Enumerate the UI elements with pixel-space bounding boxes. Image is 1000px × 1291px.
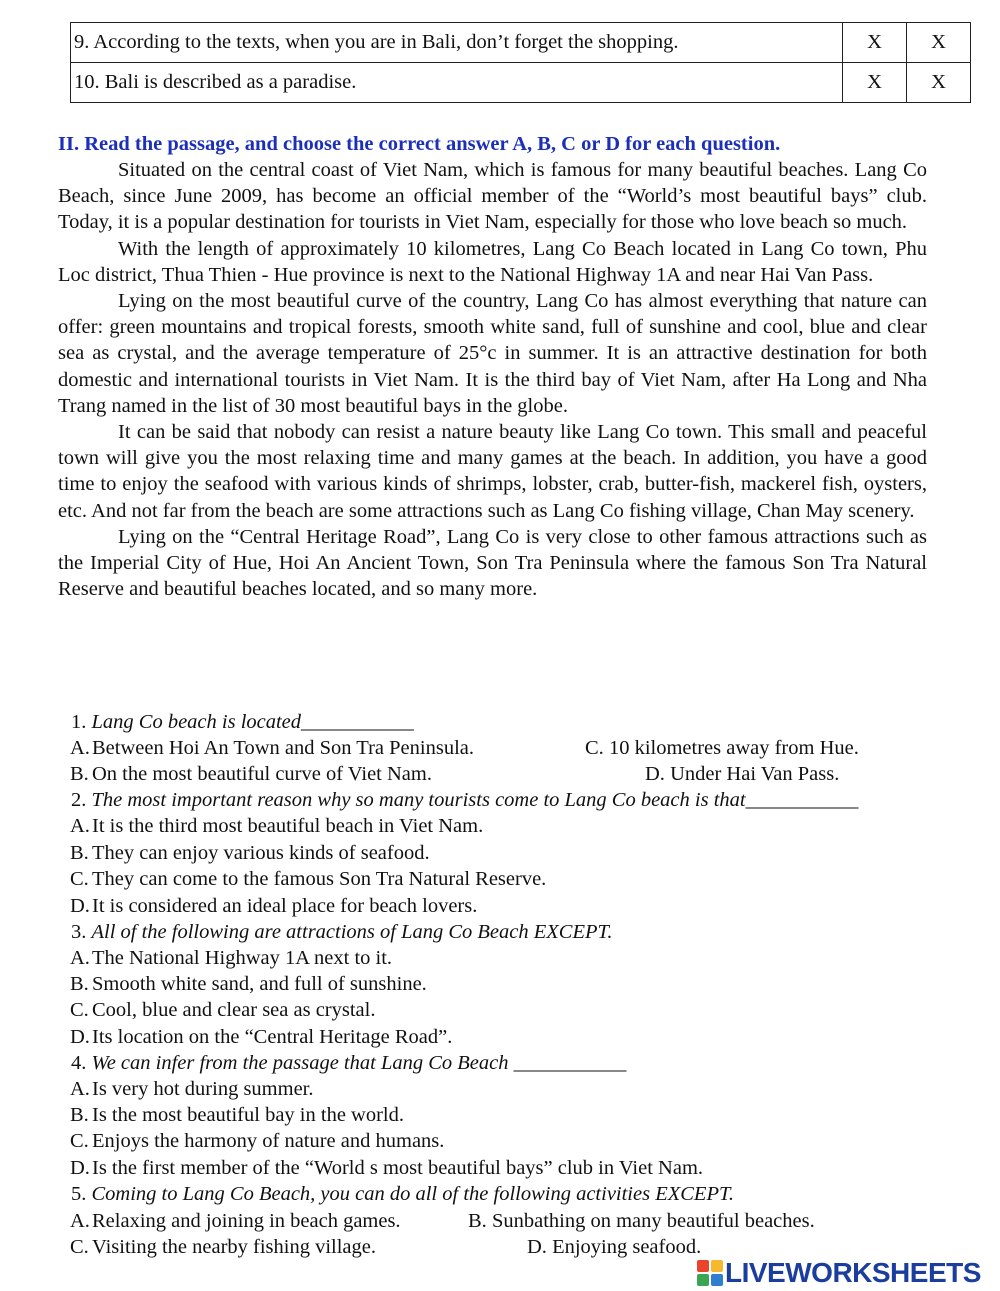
answer-option[interactable] bbox=[468, 1211, 815, 1232]
option-text: Visiting the nearby fishing village. bbox=[92, 1236, 377, 1258]
option-letter: A. bbox=[70, 1210, 90, 1232]
option-text: Under Hai Van Pass. bbox=[670, 763, 840, 785]
passage-paragraph: It can be said that nobody can resist a nature beauty like Lang Co town. This small and peaceful town will give you the most relaxing time and many games at the beach. In addition, you have a good time to enjoy the seafood with various kinds of shrimps, lobster, crab, butter-fish, mackerel fish, oysters, etc. And not far from the beach are some attractions such as Lang Co fishing village, Chan May scenery. bbox=[58, 421, 927, 522]
option-text: Cool, blue and clear sea as crystal. bbox=[92, 999, 376, 1021]
option-text: Enjoying seafood. bbox=[552, 1236, 702, 1258]
answer-option[interactable] bbox=[527, 1237, 701, 1258]
option-letter: D. bbox=[70, 1157, 90, 1179]
option-letter: A. bbox=[70, 815, 90, 837]
table-mark[interactable]: X bbox=[843, 23, 907, 63]
option-text: Its location on the “Central Heritage Road”. bbox=[92, 1026, 453, 1048]
section-heading: II. Read the passage, and choose the correct answer A, B, C or D for each question. bbox=[58, 133, 781, 155]
option-text: They can enjoy various kinds of seafood. bbox=[92, 842, 430, 864]
logo-text: LIVEWORKSHEETS bbox=[725, 1257, 981, 1288]
option-letter: C. bbox=[70, 1236, 89, 1258]
question-number: 4. bbox=[71, 1052, 87, 1074]
option-letter: B. bbox=[70, 763, 89, 785]
logo-square bbox=[697, 1260, 709, 1272]
question-text: The most important reason why so many tourists come to Lang Co beach is that___________ bbox=[91, 789, 859, 811]
question-text: Lang Co beach is located___________ bbox=[91, 711, 414, 733]
question-number: 2. bbox=[71, 789, 87, 811]
option-letter: A. bbox=[70, 737, 90, 759]
option-letter: D. bbox=[70, 895, 90, 917]
option-letter: B. bbox=[70, 842, 89, 864]
table-mark[interactable]: X bbox=[907, 23, 971, 63]
answer-option[interactable] bbox=[645, 764, 839, 785]
option-letter: B. bbox=[70, 973, 89, 995]
option-text: Is very hot during summer. bbox=[92, 1078, 314, 1100]
table-statement: 10. Bali is described as a paradise. bbox=[71, 63, 843, 103]
option-letter: C. bbox=[585, 737, 604, 759]
option-text: It is considered an ideal place for beach lovers. bbox=[92, 895, 478, 917]
option-text: Relaxing and joining in beach games. bbox=[92, 1210, 401, 1232]
passage-paragraph: Lying on the most beautiful curve of the country, Lang Co has almost everything that nature can offer: green mountains and tropical forests, smooth white sand, full of sunshine and cool, blue and clear sea as crystal, and the average temperature of 25°c in summer. It is an attractive destination for both domestic and international tourists in Viet Nam. It is the third bay of Viet Nam, after Ha Long and Nha Trang named in the list of 30 most beautiful bays in the globe. bbox=[58, 290, 927, 417]
option-text: Between Hoi An Town and Son Tra Peninsula. bbox=[92, 737, 474, 759]
answer-option[interactable] bbox=[70, 1158, 703, 1179]
answer-option[interactable] bbox=[70, 1105, 404, 1126]
option-text: On the most beautiful curve of Viet Nam. bbox=[92, 763, 432, 785]
question-number: 1. bbox=[71, 711, 87, 733]
question-stem bbox=[71, 1184, 734, 1205]
question-text: We can infer from the passage that Lang Co Beach ___________ bbox=[91, 1052, 627, 1074]
question-number: 3. bbox=[71, 921, 87, 943]
option-letter: B. bbox=[468, 1210, 487, 1232]
option-text: Smooth white sand, and full of sunshine. bbox=[92, 973, 427, 995]
table-row bbox=[71, 23, 971, 63]
question-stem bbox=[71, 712, 414, 733]
option-letter: B. bbox=[70, 1104, 89, 1126]
answer-option[interactable] bbox=[70, 896, 477, 917]
answer-option[interactable] bbox=[70, 816, 483, 837]
answer-option[interactable] bbox=[70, 843, 430, 864]
option-text: 10 kilometres away from Hue. bbox=[608, 737, 859, 759]
answer-option[interactable] bbox=[70, 738, 474, 759]
question-stem bbox=[71, 1053, 626, 1074]
reading-passage bbox=[58, 157, 927, 602]
question-number: 5. bbox=[71, 1183, 87, 1205]
answer-option[interactable] bbox=[70, 948, 392, 969]
passage-paragraph: Situated on the central coast of Viet Nam, which is famous for many beautiful beaches. Lang Co Beach, since June 2009, has become an official member of the “World’s most beautiful bays” club. Today, it is a popular destination for tourists in Viet Nam, especially for those who love beach so much. bbox=[58, 159, 927, 234]
option-letter: C. bbox=[70, 1130, 89, 1152]
answer-option[interactable] bbox=[70, 974, 427, 995]
answer-option[interactable] bbox=[70, 1237, 376, 1258]
option-letter: C. bbox=[70, 999, 89, 1021]
logo-grid-icon bbox=[697, 1260, 723, 1286]
option-letter: A. bbox=[70, 947, 90, 969]
logo-square bbox=[711, 1274, 723, 1286]
question-stem bbox=[71, 790, 858, 811]
option-text: Sunbathing on many beautiful beaches. bbox=[491, 1210, 815, 1232]
answer-option[interactable] bbox=[585, 738, 859, 759]
table-statement: 9. According to the texts, when you are in Bali, don’t forget the shopping. bbox=[71, 23, 843, 63]
answer-option[interactable] bbox=[70, 1211, 401, 1232]
option-text: They can come to the famous Son Tra Natural Reserve. bbox=[92, 868, 547, 890]
logo-square bbox=[697, 1274, 709, 1286]
answer-option[interactable] bbox=[70, 764, 432, 785]
option-letter: A. bbox=[70, 1078, 90, 1100]
logo-square bbox=[711, 1260, 723, 1272]
answer-option[interactable] bbox=[70, 1131, 444, 1152]
question-text: Coming to Lang Co Beach, you can do all of the following activities EXCEPT. bbox=[91, 1183, 734, 1205]
option-text: It is the third most beautiful beach in Viet Nam. bbox=[92, 815, 484, 837]
table-row bbox=[71, 63, 971, 103]
option-text: Is the most beautiful bay in the world. bbox=[92, 1104, 404, 1126]
question-stem bbox=[71, 922, 613, 943]
question-text: All of the following are attractions of Lang Co Beach EXCEPT. bbox=[91, 921, 613, 943]
option-letter: C. bbox=[70, 868, 89, 890]
answer-option[interactable] bbox=[70, 869, 546, 890]
option-letter: D. bbox=[70, 1026, 90, 1048]
option-letter: D. bbox=[527, 1236, 547, 1258]
answer-option[interactable] bbox=[70, 1079, 314, 1100]
option-text: Enjoys the harmony of nature and humans. bbox=[92, 1130, 445, 1152]
answer-option[interactable] bbox=[70, 1027, 452, 1048]
answer-option[interactable] bbox=[70, 1000, 375, 1021]
liveworksheets-logo[interactable] bbox=[697, 1257, 981, 1289]
passage-paragraph: Lying on the “Central Heritage Road”, Lang Co is very close to other famous attractions such as the Imperial City of Hue, Hoi An Ancient Town, Son Tra Peninsula where the famous Son Tra Natural Reserve and beautiful beaches located, and so many more. bbox=[58, 525, 927, 601]
table-mark[interactable]: X bbox=[907, 63, 971, 103]
option-text: The National Highway 1A next to it. bbox=[92, 947, 393, 969]
answer-table bbox=[70, 22, 971, 103]
option-text: Is the first member of the “World s most beautiful bays” club in Viet Nam. bbox=[92, 1157, 704, 1179]
table-mark[interactable]: X bbox=[843, 63, 907, 103]
passage-paragraph: With the length of approximately 10 kilometres, Lang Co Beach located in Lang Co town, Phu Loc district, Thua Thien - Hue province is next to the National Highway 1A and near Hai Van Pass. bbox=[58, 237, 927, 286]
option-letter: D. bbox=[645, 763, 665, 785]
